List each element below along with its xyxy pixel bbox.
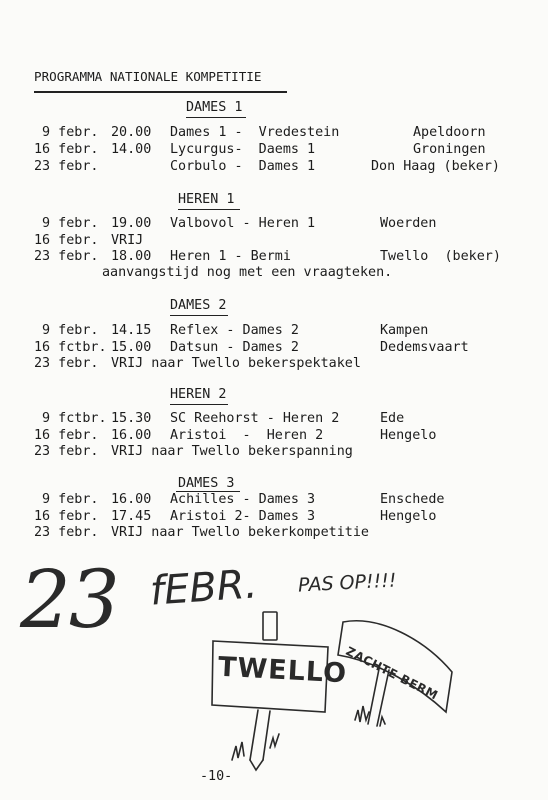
- row-match: Corbulo - Dames 1: [170, 159, 316, 174]
- row-time: 19.00: [111, 216, 152, 231]
- row-match: Reflex - Dames 2: [170, 323, 299, 338]
- row-place: Kampen: [380, 323, 429, 338]
- row-place: Dedemsvaart: [380, 340, 469, 355]
- row-match: SC Reehorst - Heren 2: [170, 411, 340, 426]
- row-date: 23 febr.: [34, 249, 99, 264]
- row-time: 20.00: [111, 125, 152, 140]
- row-time: 15.30: [111, 411, 152, 426]
- row-place: Enschede: [380, 492, 445, 507]
- row-time: VRIJ: [111, 233, 144, 248]
- row-date: 9 fctbr.: [34, 411, 107, 426]
- row-match: Lycurgus- Daems 1: [170, 142, 316, 157]
- row-date: 23 febr.: [34, 525, 99, 540]
- row-date: 23 febr.: [34, 159, 99, 174]
- row-time: 14.00: [111, 142, 152, 157]
- row-time: VRIJ naar Twello bekerspanning: [111, 444, 353, 459]
- row-date: 16 febr.: [34, 142, 99, 157]
- row-place: Twello (beker): [380, 249, 501, 264]
- row-date: 23 febr.: [34, 356, 99, 371]
- section-heading-heren-1: HEREN 1: [178, 192, 235, 207]
- row-time: 17.45: [111, 509, 152, 524]
- hand-sign-zachte-berm: ZACHTE BERM: [343, 644, 441, 703]
- row-match: Dames 1 - Vredestein: [170, 125, 340, 140]
- row-time: VRIJ naar Twello bekerspektakel: [111, 356, 361, 371]
- page-title: PROGRAMMA NATIONALE KOMPETITIE: [34, 69, 262, 84]
- hand-date-month: fEBR.: [148, 561, 259, 615]
- row-place: Apeldoorn: [413, 125, 486, 140]
- row-date: 9 febr.: [34, 125, 99, 140]
- hand-date-number: 23: [20, 553, 118, 646]
- section-heading-dames-1: DAMES 1: [186, 100, 243, 115]
- row-place: Ede: [380, 411, 405, 426]
- row-time: 16.00: [111, 428, 152, 443]
- row-match: Achilles - Dames 3: [170, 492, 316, 507]
- row-place: Hengelo: [380, 428, 437, 443]
- row-date: 16 febr.: [34, 428, 99, 443]
- row-place: Hengelo: [380, 509, 437, 524]
- section-note: aanvangstijd nog met een vraagteken.: [102, 265, 393, 280]
- page-number: -10-: [200, 769, 233, 784]
- row-place: Woerden: [380, 216, 437, 231]
- row-date: 16 febr.: [34, 233, 99, 248]
- row-time: 18.00: [111, 249, 152, 264]
- section-heading-heren-2: HEREN 2: [170, 387, 227, 402]
- row-date: 16 febr.: [34, 509, 99, 524]
- row-date: 9 febr.: [34, 323, 99, 338]
- section-heading-dames-3: DAMES 3: [178, 476, 235, 491]
- row-time: 16.00: [111, 492, 152, 507]
- section-heading-dames-2: DAMES 2: [170, 298, 227, 313]
- row-date: 9 febr.: [34, 492, 99, 507]
- row-place: Groningen: [413, 142, 486, 157]
- row-time: 14.15: [111, 323, 152, 338]
- row-match: Heren 1 - Bermi: [170, 249, 291, 264]
- row-time: VRIJ naar Twello bekerkompetitie: [111, 525, 369, 540]
- twello-sign: [212, 612, 328, 770]
- row-date: 9 febr.: [34, 216, 99, 231]
- hand-warning: PAS OP!!!!: [297, 569, 398, 597]
- row-time: 15.00: [111, 340, 152, 355]
- hand-sign-twello: TWELLO: [217, 651, 348, 690]
- row-date: 23 febr.: [34, 444, 99, 459]
- row-date: 16 fctbr.: [34, 340, 107, 355]
- row-match: Valbovol - Heren 1: [170, 216, 316, 231]
- row-match: Datsun - Dames 2: [170, 340, 299, 355]
- row-place: Don Haag (beker): [371, 159, 500, 174]
- row-match: Aristoi - Heren 2: [170, 428, 324, 443]
- row-match: Aristoi 2- Dames 3: [170, 509, 316, 524]
